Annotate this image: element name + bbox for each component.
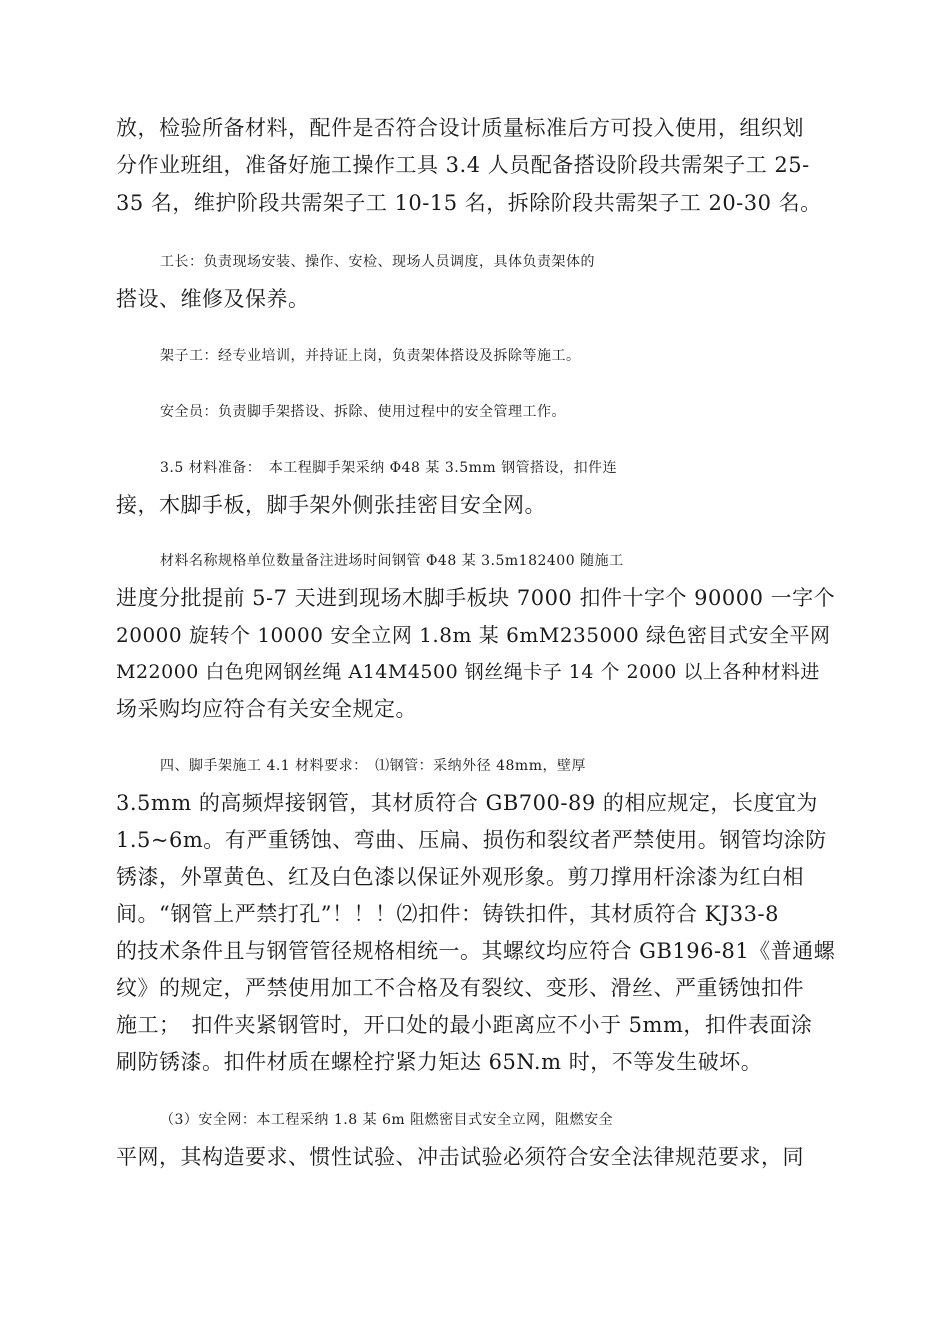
paragraph-line: 进度分批提前 5-7 天进到现场木脚手板块 7000 扣件十字个 90000 一字个 [116,586,836,610]
paragraph-line: 锈漆，外罩黄色、红及白色漆以保证外观形象。剪刀撑用杆涂漆为红白相 [116,865,804,889]
paragraph-line: 刷防锈漆。扣件材质在螺栓拧紧力矩达 65N.m 时，不等发生破坏。 [116,1050,763,1074]
paragraph-line: 的技术条件且与钢管管径规格相统一。其螺纹均应符合 GB196-81《普通螺 [116,939,836,963]
paragraph-line: M22000 白色兜网钢丝绳 A14M4500 钢丝绳卡子 14 个 2000 以上各种材料进 [116,661,820,683]
paragraph-line: 1.5~6m。有严重锈蚀、弯曲、压扁、损伤和裂纹者严禁使用。钢管均涂防 [116,828,827,852]
paragraph-line: 四、脚手架施工 4.1 材料要求： ⑴钢管：采纳外径 48mm，壁厚 [160,758,586,774]
paragraph-line: 间。“钢管上严禁打孔”！！！⑵扣件：铸铁扣件，其材质符合 KJ33-8 [116,902,779,926]
paragraph-line: 平网，其构造要求、惯性试验、冲击试验必须符合安全法律规范要求，同 [116,1145,804,1169]
paragraph-line: 3.5 材料准备： 本工程脚手架采纳 Φ48 某 3.5mm 钢管搭设，扣件连 [160,460,618,476]
paragraph-line: 场采购均应符合有关安全规定。 [116,697,417,721]
paragraph-line: （3）安全网：本工程采纳 1.8 某 6m 阻燃密目式安全立网，阻燃安全 [160,1112,614,1128]
paragraph-line: 材料名称规格单位数量备注进场时间钢管 Φ48 某 3.5m182400 随施工 [160,553,624,569]
paragraph-line: 分作业班组，准备好施工操作工具 3.4 人员配备搭设阶段共需架子工 25- [116,153,810,177]
paragraph-line: 安全员：负责脚手架搭设、拆除、使用过程中的安全管理工作。 [160,404,566,420]
paragraph-line: 20000 旋转个 10000 安全立网 1.8m 某 6mM235000 绿色密目式安全平网 [116,623,831,647]
paragraph-line: 接，木脚手板，脚手架外侧张挂密目安全网。 [116,493,546,517]
paragraph-line: 35 名，维护阶段共需架子工 10-15 名，拆除阶段共需架子工 20-30 名。 [116,191,822,215]
paragraph-line: 3.5mm 的高频焊接钢管，其材质符合 GB700-89 的相应规定，长度宜为 [116,791,818,815]
paragraph-line: 纹》的规定，严禁使用加工不合格及有裂纹、变形、滑丝、严重锈蚀扣件 [116,976,804,1000]
paragraph-line: 施工； 扣件夹紧钢管时，开口处的最小距离应不小于 5mm，扣件表面涂 [116,1013,813,1037]
paragraph-line: 工长：负责现场安装、操作、安检、现场人员调度，具体负责架体的 [160,254,595,270]
paragraph-line: 放，检验所备材料，配件是否符合设计质量标准后方可投入使用，组织划 [116,116,804,140]
paragraph-line: 架子工：经专业培训，并持证上岗，负责架体搭设及拆除等施工。 [160,348,581,364]
paragraph-line: 搭设、维修及保养。 [116,287,310,311]
